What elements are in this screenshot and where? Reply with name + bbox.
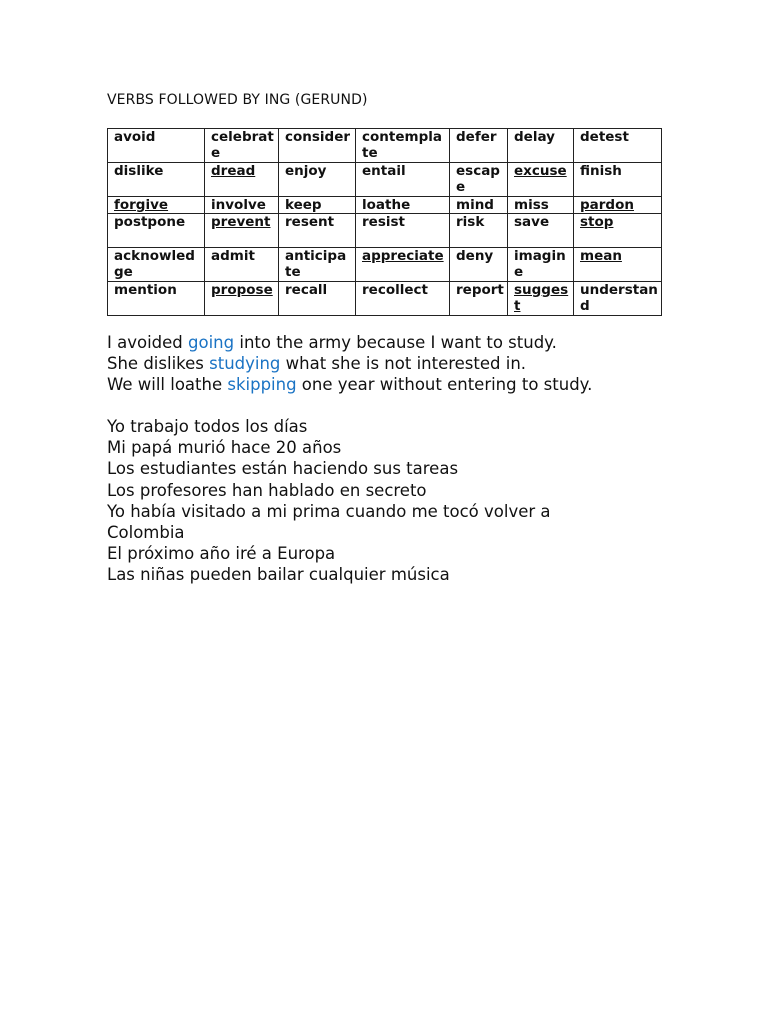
verb-text: resist (362, 214, 405, 230)
sentence-start: We will loathe (107, 375, 228, 395)
verb-cell (356, 197, 450, 214)
verb-text: excuse (514, 163, 567, 179)
verb-cell (108, 163, 205, 197)
verb-cell (279, 282, 356, 316)
verb-cell (450, 163, 508, 197)
verb-cell (205, 129, 279, 163)
example-sentences (107, 332, 592, 396)
verb-cell (108, 129, 205, 163)
document-title: VERBS FOLLOWED BY ING (GERUND) (107, 92, 368, 108)
verb-cell (508, 129, 574, 163)
spanish-sentence: Yo trabajo todos los días (107, 417, 308, 436)
verb-cell (574, 282, 662, 316)
verb-text: stop (580, 214, 614, 230)
verb-cell (279, 214, 356, 248)
verb-cell (508, 248, 574, 282)
verb-cell (108, 214, 205, 248)
example-sentence (107, 374, 592, 395)
verb-text: report (456, 282, 504, 298)
sentence-start: She dislikes (107, 354, 210, 374)
verb-cell (508, 282, 574, 316)
verb-cell (205, 282, 279, 316)
verb-cell (356, 163, 450, 197)
verb-text: mind (456, 197, 494, 213)
spanish-sentence: Las niñas pueden bailar cualquier música (107, 565, 450, 585)
verb-text: dread (211, 163, 256, 179)
gerund-verb: skipping (227, 375, 297, 395)
verb-cell (574, 214, 662, 248)
verb-text: mean (580, 248, 622, 264)
verb-cell (279, 163, 356, 197)
verb-text: anticipate (285, 248, 347, 280)
table-row (108, 282, 662, 316)
verb-cell (574, 163, 662, 197)
verb-cell (574, 197, 662, 214)
verb-text: consider (285, 129, 351, 145)
verb-text: imagine (514, 248, 566, 280)
table-row (108, 214, 662, 248)
verb-cell (279, 248, 356, 282)
verb-cell (108, 282, 205, 316)
verb-text: enjoy (285, 163, 327, 179)
verb-text: appreciate (362, 248, 444, 264)
verb-text: understand (580, 282, 658, 314)
verb-text: detest (580, 129, 629, 145)
verb-cell (450, 129, 508, 163)
verb-text: postpone (114, 214, 186, 230)
verb-cell (450, 214, 508, 248)
verb-text: prevent (211, 214, 271, 230)
verb-text: deny (456, 248, 494, 264)
verb-cell (574, 248, 662, 282)
verb-text: entail (362, 163, 406, 179)
gerund-verb: studying (209, 354, 281, 374)
verb-cell (356, 248, 450, 282)
verb-text: admit (211, 248, 255, 264)
verbs-table-body (108, 129, 662, 316)
verb-text: contemplate (362, 129, 442, 161)
verb-text: miss (514, 197, 549, 213)
verb-text: finish (580, 163, 622, 179)
table-row (108, 197, 662, 214)
verb-cell (279, 197, 356, 214)
verb-text: celebrate (211, 129, 274, 161)
verb-cell (108, 248, 205, 282)
sentence-end: one year without entering to study. (296, 375, 593, 395)
verb-text: recollect (362, 282, 428, 298)
verb-cell (108, 197, 205, 214)
table-row (108, 248, 662, 282)
spanish-sentence: Los estudiantes están haciendo sus tareas (107, 459, 459, 479)
verb-text: recall (285, 282, 328, 298)
example-sentence (107, 353, 592, 374)
verb-cell (508, 214, 574, 248)
sentence-end: into the army because I want to study. (234, 333, 557, 352)
verb-text: keep (285, 197, 322, 213)
verb-text: propose (211, 282, 273, 298)
verb-text: dislike (114, 163, 164, 179)
verb-text: involve (211, 197, 266, 213)
verb-cell (356, 214, 450, 248)
sentence-start: I avoided (107, 333, 189, 352)
spanish-sentences (107, 416, 627, 586)
verb-cell (508, 163, 574, 197)
table-row (108, 129, 662, 163)
verb-cell (279, 129, 356, 163)
verb-text: risk (456, 214, 485, 230)
spanish-sentence: El próximo año iré a Europa (107, 544, 336, 564)
spanish-sentence: Los profesores han hablado en secreto (107, 480, 427, 500)
verb-cell (356, 282, 450, 316)
verb-cell (205, 197, 279, 214)
spanish-sentence: Mi papá murió hace 20 años (107, 438, 342, 458)
table-row (108, 163, 662, 197)
gerund-verbs-table (107, 128, 662, 316)
verb-cell (205, 248, 279, 282)
verb-text: suggest (514, 282, 569, 314)
example-sentence (107, 332, 592, 353)
verb-cell (205, 214, 279, 248)
verb-text: avoid (114, 129, 156, 145)
verb-cell (508, 197, 574, 214)
verb-cell (450, 197, 508, 214)
verb-text: mention (114, 282, 177, 298)
verb-text: delay (514, 129, 555, 145)
verb-text: forgive (114, 197, 169, 213)
sentence-end: what she is not interested in. (280, 354, 527, 374)
verb-text: loathe (362, 197, 411, 213)
verb-text: escape (456, 163, 500, 195)
spanish-sentence: Yo había visitado a mi prima cuando me tocó volver a Colombia (107, 501, 551, 543)
gerund-verb: going (188, 333, 235, 352)
verb-cell (574, 129, 662, 163)
verb-text: save (514, 214, 550, 230)
verb-cell (450, 282, 508, 316)
verb-cell (356, 129, 450, 163)
verb-text: resent (285, 214, 335, 230)
verb-text: acknowledge (114, 248, 195, 280)
verb-cell (450, 248, 508, 282)
verb-text: pardon (580, 197, 634, 213)
verb-cell (205, 163, 279, 197)
verb-text: defer (456, 129, 497, 145)
